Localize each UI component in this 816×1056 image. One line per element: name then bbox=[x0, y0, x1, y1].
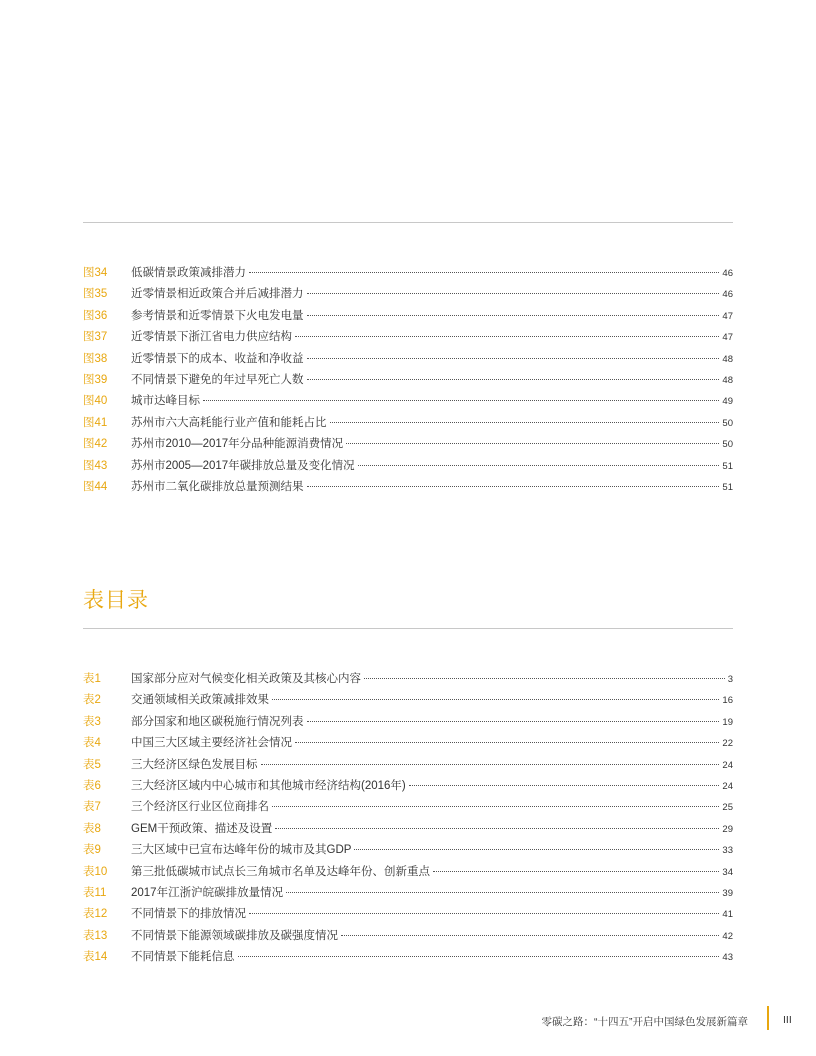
toc-page: 39 bbox=[722, 887, 733, 899]
toc-label: 表10 bbox=[83, 865, 108, 878]
page-footer bbox=[0, 1012, 816, 1032]
dot-leader bbox=[272, 699, 719, 700]
toc-label: 图40 bbox=[83, 395, 108, 408]
toc-row[interactable] bbox=[83, 669, 733, 690]
dot-leader bbox=[238, 956, 720, 957]
toc-title: 近零情景下的成本、收益和净收益 bbox=[131, 352, 304, 365]
toc-title: 苏州市2005—2017年碳排放总量及变化情况 bbox=[131, 459, 355, 472]
dot-leader bbox=[295, 336, 719, 337]
section-title-tables: 表目录 bbox=[83, 589, 149, 612]
toc-label: 表14 bbox=[83, 951, 108, 964]
dot-leader bbox=[341, 935, 719, 936]
toc-title: 城市达峰目标 bbox=[131, 395, 200, 408]
toc-row[interactable] bbox=[83, 477, 733, 498]
toc-label: 表1 bbox=[83, 673, 101, 685]
toc-title: 三大区域中已宣布达峰年份的城市及其GDP bbox=[131, 844, 352, 857]
dot-leader bbox=[203, 400, 719, 401]
toc-title: 参考情景和近零情景下火电发电量 bbox=[131, 309, 304, 322]
toc-label: 图38 bbox=[83, 352, 108, 365]
footer-title: 零碳之路：“十四五”开启中国绿色发展新篇章 bbox=[541, 1016, 748, 1028]
toc-row[interactable] bbox=[83, 733, 733, 754]
toc-page: 29 bbox=[722, 823, 733, 835]
toc-title: 三大经济区域内中心城市和其他城市经济结构(2016年) bbox=[131, 779, 406, 792]
toc-title: 三个经济区行业区位商排名 bbox=[131, 801, 269, 814]
toc-label: 表2 bbox=[83, 694, 101, 707]
dot-leader bbox=[330, 422, 720, 423]
toc-label: 图41 bbox=[83, 416, 108, 429]
toc-title: 2017年江浙沪皖碳排放量情况 bbox=[131, 886, 284, 899]
dot-leader bbox=[307, 358, 720, 359]
table-list bbox=[83, 669, 733, 968]
toc-label: 图43 bbox=[83, 459, 108, 472]
toc-label: 表7 bbox=[83, 801, 101, 814]
toc-label: 表4 bbox=[83, 737, 101, 750]
toc-title: 部分国家和地区碳税施行情况列表 bbox=[131, 715, 304, 728]
section-rule bbox=[83, 628, 733, 629]
toc-row[interactable] bbox=[83, 306, 733, 327]
toc-title: 交通领域相关政策减排效果 bbox=[131, 694, 269, 707]
toc-label: 表13 bbox=[83, 929, 108, 942]
toc-row[interactable] bbox=[83, 391, 733, 412]
toc-page: 25 bbox=[722, 802, 733, 814]
toc-row[interactable] bbox=[83, 434, 733, 455]
dot-leader bbox=[307, 293, 720, 294]
toc-page: 16 bbox=[722, 695, 733, 707]
toc-page: 22 bbox=[722, 738, 733, 750]
toc-title: 不同情景下避免的年过早死亡人数 bbox=[131, 373, 304, 386]
toc-page: 46 bbox=[722, 289, 733, 301]
dot-leader bbox=[346, 443, 719, 444]
dot-leader bbox=[249, 272, 719, 273]
toc-label: 表12 bbox=[83, 908, 108, 921]
toc-page: 47 bbox=[722, 332, 733, 344]
dot-leader bbox=[364, 678, 725, 679]
dot-leader bbox=[307, 721, 720, 722]
toc-row[interactable] bbox=[83, 947, 733, 968]
toc-row[interactable] bbox=[83, 797, 733, 818]
dot-leader bbox=[295, 742, 719, 743]
toc-label: 表3 bbox=[83, 715, 101, 728]
toc-row[interactable] bbox=[83, 862, 733, 883]
toc-page: 3 bbox=[727, 674, 733, 685]
toc-row[interactable] bbox=[83, 904, 733, 925]
toc-title: 近零情景下浙江省电力供应结构 bbox=[131, 331, 292, 344]
toc-page: 48 bbox=[722, 353, 733, 365]
toc-row[interactable] bbox=[83, 413, 733, 434]
dot-leader bbox=[275, 828, 719, 829]
toc-label: 表9 bbox=[83, 844, 101, 857]
toc-row[interactable] bbox=[83, 712, 733, 733]
figure-list bbox=[83, 263, 733, 498]
toc-row[interactable] bbox=[83, 263, 733, 284]
toc-title: 苏州市2010—2017年分品种能源消费情况 bbox=[131, 438, 344, 451]
toc-title: 第三批低碳城市试点长三角城市名单及达峰年份、创新重点 bbox=[131, 865, 430, 878]
toc-row[interactable] bbox=[83, 370, 733, 391]
toc-page: 46 bbox=[722, 268, 733, 279]
toc-page: 42 bbox=[722, 930, 733, 942]
toc-row[interactable] bbox=[83, 840, 733, 861]
dot-leader bbox=[307, 315, 720, 316]
toc-title: 中国三大区域主要经济社会情况 bbox=[131, 737, 292, 750]
toc-row[interactable] bbox=[83, 755, 733, 776]
toc-row[interactable] bbox=[83, 690, 733, 711]
toc-label: 表8 bbox=[83, 822, 101, 835]
toc-row[interactable] bbox=[83, 284, 733, 305]
footer-page-number: III bbox=[783, 1014, 792, 1026]
toc-title: 低碳情景政策减排潜力 bbox=[131, 267, 246, 279]
toc-row[interactable] bbox=[83, 776, 733, 797]
toc-row[interactable] bbox=[83, 456, 733, 477]
toc-page: 51 bbox=[722, 460, 733, 472]
toc-label: 图39 bbox=[83, 373, 108, 386]
toc-page: 24 bbox=[722, 759, 733, 771]
toc-label: 表5 bbox=[83, 758, 101, 771]
toc-page: 47 bbox=[722, 310, 733, 322]
dot-leader bbox=[307, 379, 720, 380]
toc-label: 图42 bbox=[83, 438, 108, 451]
toc-page: 19 bbox=[722, 716, 733, 728]
toc-page: 49 bbox=[722, 396, 733, 408]
toc-label: 表11 bbox=[83, 886, 107, 899]
toc-page: 50 bbox=[722, 439, 733, 451]
toc-title: 不同情景下的排放情况 bbox=[131, 908, 246, 921]
toc-title: 国家部分应对气候变化相关政策及其核心内容 bbox=[131, 673, 361, 685]
toc-title: 苏州市六大高耗能行业产值和能耗占比 bbox=[131, 416, 327, 429]
toc-row[interactable] bbox=[83, 883, 733, 904]
toc-label: 图37 bbox=[83, 331, 108, 344]
toc-label: 图44 bbox=[83, 480, 108, 493]
dot-leader bbox=[286, 892, 719, 893]
footer-divider bbox=[767, 1006, 769, 1030]
dot-leader bbox=[433, 871, 719, 872]
toc-title: 近零情景相近政策合并后减排潜力 bbox=[131, 288, 304, 301]
toc-row[interactable] bbox=[83, 327, 733, 348]
toc-page: 51 bbox=[722, 481, 733, 493]
toc-title: 三大经济区绿色发展目标 bbox=[131, 758, 258, 771]
toc-row[interactable] bbox=[83, 349, 733, 370]
toc-title: 不同情景下能耗信息 bbox=[131, 951, 235, 964]
dot-leader bbox=[307, 486, 720, 487]
toc-label: 图36 bbox=[83, 309, 108, 322]
toc-title: 苏州市二氧化碳排放总量预测结果 bbox=[131, 480, 304, 493]
toc-label: 图35 bbox=[83, 288, 108, 301]
dot-leader bbox=[249, 913, 719, 914]
toc-label: 图34 bbox=[83, 267, 108, 279]
toc-page: 41 bbox=[722, 909, 733, 921]
toc-row[interactable] bbox=[83, 926, 733, 947]
dot-leader bbox=[354, 849, 719, 850]
dot-leader bbox=[261, 764, 720, 765]
top-rule bbox=[83, 222, 733, 223]
toc-page: 43 bbox=[722, 952, 733, 964]
toc-page: 34 bbox=[722, 866, 733, 878]
toc-label: 表6 bbox=[83, 779, 101, 792]
dot-leader bbox=[409, 785, 720, 786]
toc-page: 50 bbox=[722, 417, 733, 429]
toc-row[interactable] bbox=[83, 819, 733, 840]
toc-page: 48 bbox=[722, 374, 733, 386]
dot-leader bbox=[272, 806, 719, 807]
toc-title: 不同情景下能源领域碳排放及碳强度情况 bbox=[131, 929, 338, 942]
toc-page: 33 bbox=[722, 845, 733, 857]
dot-leader bbox=[358, 465, 720, 466]
toc-page: 24 bbox=[722, 780, 733, 792]
toc-title: GEM干预政策、描述及设置 bbox=[131, 822, 273, 835]
